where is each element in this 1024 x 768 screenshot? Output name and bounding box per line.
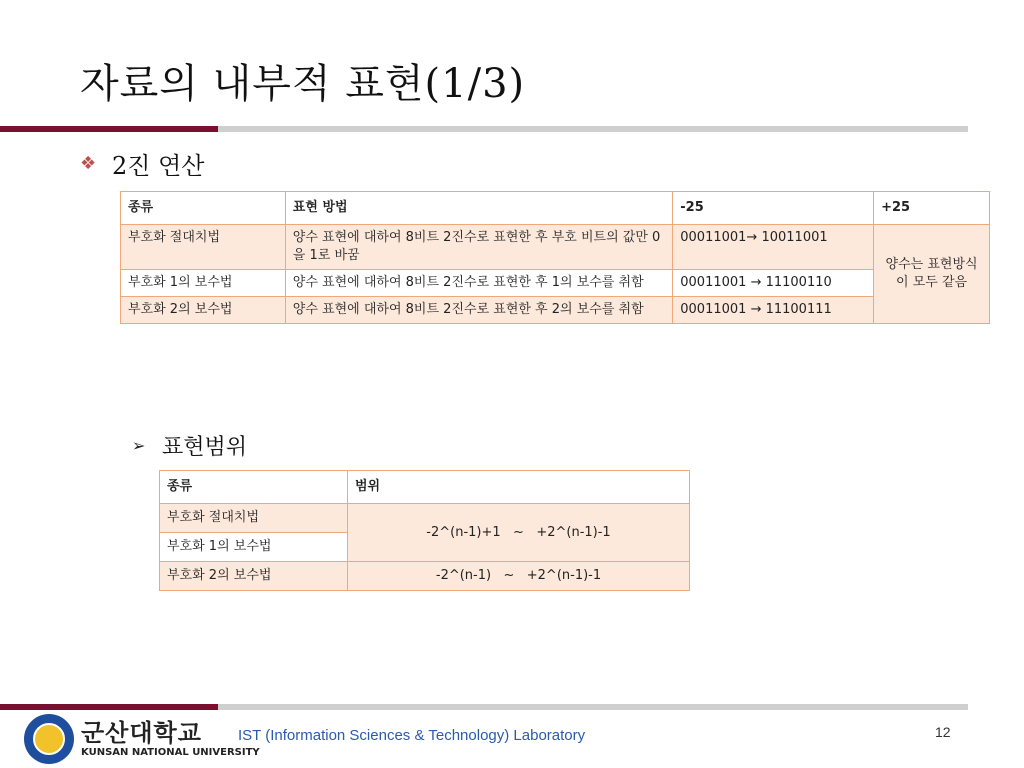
header-positive: +25 xyxy=(874,192,990,225)
title-divider xyxy=(0,126,968,132)
bullet-text: 2진 연산 xyxy=(112,152,205,180)
cell-negative: 00011001 → 11100110 xyxy=(673,270,874,297)
table-row xyxy=(121,270,990,297)
university-name-ko: 군산대학교 xyxy=(81,719,202,747)
university-name-en: KUNSAN NATIONAL UNIVERSITY xyxy=(81,747,260,758)
cell-method: 양수 표현에 대하여 8비트 2진수로 표현한 후 부호 비트의 값만 0을 1로 바꿈 xyxy=(285,225,672,270)
cell-type: 부호화 2의 보수법 xyxy=(160,562,348,591)
divider-rule xyxy=(218,126,968,132)
header-type: 종류 xyxy=(121,192,286,225)
header-method: 표현 방법 xyxy=(285,192,672,225)
cell-method: 양수 표현에 대하여 8비트 2진수로 표현한 후 1의 보수를 취함 xyxy=(285,270,672,297)
cell-type: 부호화 1의 보수법 xyxy=(160,533,348,562)
header-range: 범위 xyxy=(348,471,690,504)
cell-negative: 00011001 → 11100111 xyxy=(673,297,874,324)
bullet-binary-ops xyxy=(80,146,204,181)
footer-lab-name: IST (Information Sciences & Technology) Laboratory xyxy=(238,727,586,744)
arrow-bullet-icon: ➢ xyxy=(132,436,146,455)
divider-rule xyxy=(218,704,968,710)
page-number: 12 xyxy=(935,724,951,740)
table-row xyxy=(160,562,690,591)
cell-type: 부호화 1의 보수법 xyxy=(121,270,286,297)
cell-range-merged: -2^(n-1)+1 ~ +2^(n-1)-1 xyxy=(348,504,690,562)
slide-title: 자료의 내부적 표현(1/3) xyxy=(80,61,526,107)
logo-text xyxy=(81,719,260,759)
table-header-row xyxy=(121,192,990,225)
university-seal-icon xyxy=(24,714,74,764)
cell-type: 부호화 2의 보수법 xyxy=(121,297,286,324)
bullet-range xyxy=(132,430,247,461)
table-row xyxy=(121,225,990,270)
table-row xyxy=(160,504,690,533)
footer-divider xyxy=(0,704,968,710)
cell-type: 부호화 절대치법 xyxy=(160,504,348,533)
cell-method: 양수 표현에 대하여 8비트 2진수로 표현한 후 2의 보수를 취함 xyxy=(285,297,672,324)
header-type: 종류 xyxy=(160,471,348,504)
bullet-text: 표현범위 xyxy=(162,435,248,460)
diamond-bullet-icon: ❖ xyxy=(80,153,97,174)
divider-accent xyxy=(0,704,218,710)
table-header-row xyxy=(160,471,690,504)
university-logo xyxy=(24,714,260,764)
cell-positive-note: 양수는 표현방식이 모두 같음 xyxy=(874,225,990,324)
representation-table xyxy=(120,191,990,324)
divider-accent xyxy=(0,126,218,132)
range-table xyxy=(159,470,690,591)
cell-type: 부호화 절대치법 xyxy=(121,225,286,270)
cell-range: -2^(n-1) ~ +2^(n-1)-1 xyxy=(348,562,690,591)
table-row xyxy=(121,297,990,324)
header-negative: -25 xyxy=(673,192,874,225)
cell-negative: 00011001→ 10011001 xyxy=(673,225,874,270)
